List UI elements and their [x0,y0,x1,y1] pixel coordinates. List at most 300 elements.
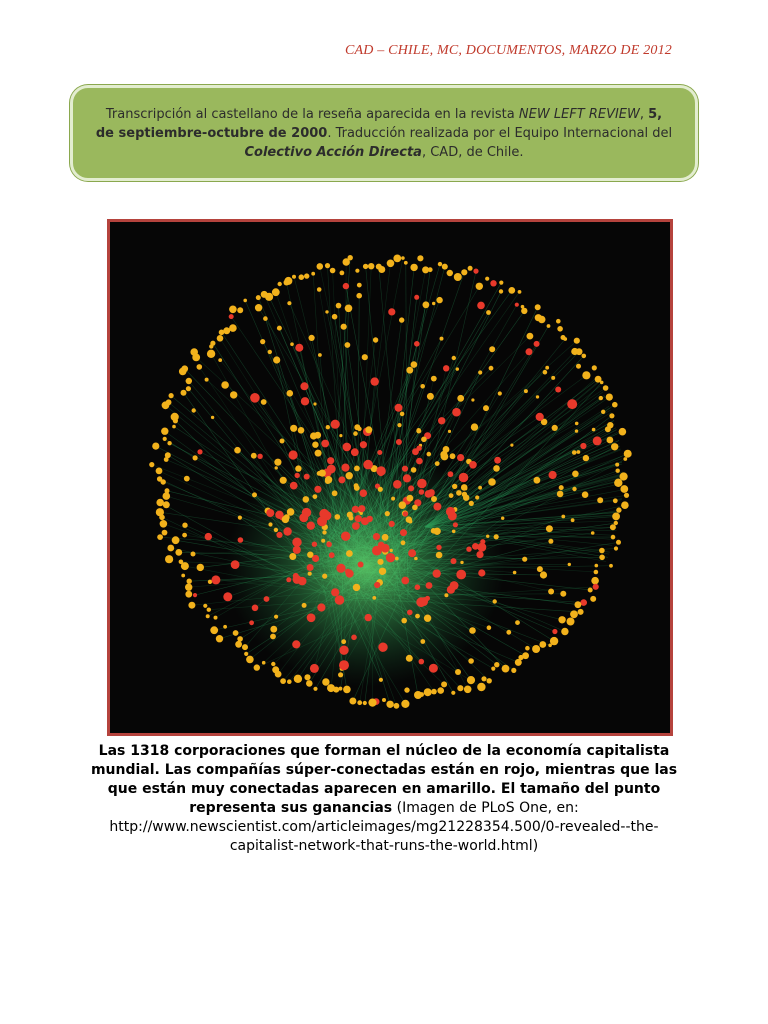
highly-connected-node [203,604,207,608]
super-connected-node [358,562,364,568]
super-connected-node [317,603,325,611]
super-connected-node [292,640,300,648]
highly-connected-node [427,393,434,400]
super-connected-node [289,450,298,459]
highly-connected-node [336,303,342,309]
highly-connected-node [223,625,227,629]
super-connected-node [534,341,540,347]
super-connected-node [593,436,602,445]
highly-connected-node [357,283,362,288]
highly-connected-node [431,528,437,534]
super-connected-node [338,476,345,483]
highly-connected-node [161,428,168,435]
super-connected-node [314,486,321,493]
highly-connected-node [548,644,552,648]
highly-connected-node [207,608,211,612]
highly-connected-node [399,501,407,509]
highly-connected-node [603,385,609,391]
highly-connected-node [575,601,582,608]
super-connected-node [388,308,395,315]
source-note-part-1: Transcripción al castellano de la reseña aparecida en la revista [105,106,519,122]
highly-connected-node [166,399,172,405]
highly-connected-node [415,614,420,619]
super-connected-node [341,532,350,541]
highly-connected-node [609,413,614,418]
super-connected-node [536,413,544,421]
highly-connected-node [401,700,409,708]
highly-connected-node [615,463,619,467]
highly-connected-node [274,528,278,532]
highly-connected-node [244,652,248,656]
highly-connected-node [536,395,539,398]
highly-connected-node [463,495,469,501]
highly-connected-node [416,429,421,434]
highly-connected-node [621,501,629,509]
highly-connected-node [571,518,575,522]
highly-connected-node [235,641,242,648]
highly-connected-node [624,493,629,498]
highly-connected-node [349,698,356,705]
highly-connected-node [187,579,192,584]
highly-connected-node [355,269,359,273]
highly-connected-node [559,485,564,490]
highly-connected-node [315,450,322,457]
super-connected-node [580,599,587,606]
highly-connected-node [318,353,322,357]
highly-connected-node [353,431,358,436]
super-connected-node [197,449,202,454]
highly-connected-node [182,533,187,538]
highly-connected-node [233,630,239,636]
highly-connected-node [317,287,322,292]
highly-connected-node [591,577,599,585]
highly-connected-node [457,685,463,691]
super-connected-node [341,464,349,472]
highly-connected-node [188,602,195,609]
highly-connected-node [325,263,330,268]
highly-connected-node [343,686,351,694]
highly-connected-node [612,513,620,521]
super-connected-node [433,503,441,511]
highly-connected-node [339,434,342,437]
super-connected-node [249,620,254,625]
highly-connected-node [230,391,237,398]
highly-connected-node [551,376,555,380]
highly-connected-node [556,319,561,324]
highly-connected-node [486,535,489,538]
highly-connected-node [412,505,418,511]
highly-connected-node [237,307,243,313]
highly-connected-node [452,484,457,489]
highly-connected-node [515,659,522,666]
highly-connected-node [181,390,187,396]
highly-connected-node [510,444,513,447]
highly-connected-node [447,270,453,276]
highly-connected-node [382,698,386,702]
highly-connected-node [308,572,312,576]
highly-connected-node [616,469,620,473]
highly-connected-node [156,508,164,516]
highly-connected-node [397,423,401,427]
highly-connected-node [182,523,187,528]
super-connected-node [515,303,519,307]
super-connected-node [321,440,329,448]
highly-connected-node [567,618,575,626]
highly-connected-node [289,553,296,560]
highly-connected-node [265,293,273,301]
highly-connected-node [372,596,376,600]
highly-connected-node [570,610,578,618]
highly-connected-node [346,550,353,557]
highly-connected-node [414,691,422,699]
super-connected-node [429,664,438,673]
highly-connected-node [335,514,341,520]
super-connected-node [452,408,461,417]
highly-connected-node [548,589,554,595]
highly-connected-node [314,432,321,439]
highly-connected-node [193,455,198,460]
highly-connected-node [175,549,182,556]
super-connected-node [377,450,382,455]
super-connected-node [401,577,409,585]
highly-connected-node [502,665,510,673]
super-connected-node [292,538,301,547]
highly-connected-node [464,686,472,694]
highly-connected-node [619,428,627,436]
super-connected-node [310,664,319,673]
highly-connected-node [312,442,318,448]
highly-connected-node [428,267,433,272]
highly-connected-node [325,310,328,313]
highly-connected-node [601,410,605,414]
super-connected-node [457,454,464,461]
highly-connected-node [387,260,395,268]
highly-connected-node [543,370,548,375]
highly-connected-node [572,487,576,491]
super-connected-node [386,553,395,562]
highly-connected-node [597,497,603,503]
highly-connected-node [532,645,540,653]
highly-connected-node [390,549,393,552]
highly-connected-node [327,684,335,692]
highly-connected-node [341,324,347,330]
highly-connected-node [395,557,399,561]
highly-connected-node [537,566,543,572]
super-connected-node [312,555,319,562]
highly-connected-node [160,520,168,528]
highly-connected-node [568,563,571,566]
super-connected-node [307,522,315,530]
highly-connected-node [431,376,437,382]
highly-connected-node [527,333,534,340]
highly-connected-node [613,498,618,503]
highly-connected-node [400,412,405,417]
highly-connected-node [165,488,170,493]
super-connected-node [339,660,349,670]
highly-connected-node [457,395,464,402]
super-connected-node [403,474,411,482]
highly-connected-node [489,346,495,352]
highly-connected-node [229,324,237,332]
highly-connected-node [508,287,515,294]
highly-connected-node [420,639,425,644]
highly-connected-node [461,269,467,275]
highly-connected-node [273,356,280,363]
highly-connected-node [616,540,621,545]
highly-connected-node [319,470,326,477]
highly-connected-node [304,674,310,680]
highly-connected-node [152,443,159,450]
highly-connected-node [354,424,360,430]
highly-connected-node [478,486,482,490]
super-connected-node [477,543,486,552]
super-connected-node [443,365,449,371]
highly-connected-node [251,453,257,459]
super-connected-node [469,461,477,469]
super-connected-node [459,473,469,483]
highly-connected-node [561,628,568,635]
super-connected-node [304,474,310,480]
super-connected-node [407,610,413,616]
highly-connected-node [313,687,317,691]
super-connected-node [351,635,357,641]
highly-connected-node [592,365,597,370]
highly-connected-node [378,487,383,492]
super-connected-node [446,507,455,516]
highly-connected-node [481,676,486,681]
super-connected-node [358,505,365,512]
highly-connected-node [452,530,456,534]
highly-connected-node [417,255,423,261]
super-connected-node [290,482,298,490]
super-connected-node [427,489,434,496]
highly-connected-node [399,317,404,322]
super-connected-node [466,547,471,552]
highly-connected-node [410,264,417,271]
highly-connected-node [292,275,296,279]
highly-connected-node [599,548,605,554]
highly-connected-node [614,479,622,487]
highly-connected-node [411,361,418,368]
super-connected-node [295,344,303,352]
highly-connected-node [278,282,282,286]
super-connected-node [448,471,454,477]
highly-connected-node [576,364,581,369]
highly-connected-node [401,540,406,545]
highly-connected-node [467,676,475,684]
highly-connected-node [287,679,292,684]
highly-connected-node [401,256,405,260]
highly-connected-node [605,426,611,432]
highly-connected-node [210,626,218,634]
super-connected-node [283,527,291,535]
highly-connected-node [303,496,310,503]
caption-source-text: (Imagen de PLoS One, en: http://www.newscientist.com/articleimages/mg21228354.500/0-revealed--the-capitalist-network-that-runs-the-world.html) [109,800,659,854]
super-connected-node [555,387,561,393]
highly-connected-node [302,603,307,608]
highly-connected-node [420,384,425,389]
highly-connected-node [171,413,179,421]
highly-connected-node [524,389,528,393]
super-connected-node [363,460,373,470]
highly-connected-node [487,625,492,630]
highly-connected-node [167,441,171,445]
super-connected-node [490,280,496,286]
highly-connected-node [406,516,412,522]
highly-connected-node [582,354,587,359]
highly-connected-node [270,626,277,633]
highly-connected-node [287,390,294,397]
super-connected-node [352,506,359,513]
super-connected-node [319,509,329,519]
super-connected-node [395,404,403,412]
highly-connected-node [197,564,204,571]
highly-connected-node [460,561,463,564]
highly-connected-node [368,699,376,707]
source-note-comma: , [639,106,649,122]
highly-connected-node [214,616,218,620]
super-connected-node [286,577,291,582]
figure-caption [90,742,678,856]
highly-connected-node [186,378,192,384]
highly-connected-node [322,678,329,685]
highly-connected-node [354,485,360,491]
highly-connected-node [347,512,353,518]
highly-connected-node [304,273,309,278]
highly-connected-node [185,584,192,591]
highly-connected-node [468,266,473,271]
highly-connected-node [572,471,579,478]
highly-connected-node [290,425,297,432]
highly-connected-node [252,492,257,497]
highly-connected-node [561,515,565,519]
highly-connected-node [149,462,154,467]
super-connected-node [257,454,262,459]
super-connected-node [417,479,427,489]
highly-connected-node [268,522,272,526]
highly-connected-node [455,669,461,675]
highly-connected-node [611,443,618,450]
super-connected-node [299,513,308,522]
highly-connected-node [322,530,326,534]
highly-connected-node [191,552,196,557]
super-connected-node [456,570,466,580]
highly-connected-node [332,490,338,496]
highly-connected-node [238,516,242,520]
highly-connected-node [271,662,275,666]
highly-connected-node [348,255,353,260]
highly-connected-node [592,428,596,432]
super-connected-node [343,443,352,452]
highly-connected-node [515,620,520,625]
highly-connected-node [471,398,474,401]
super-connected-node [360,441,367,448]
super-connected-node [343,283,349,289]
super-connected-node [477,302,485,310]
super-connected-node [327,465,336,474]
super-connected-node [473,269,478,274]
super-connected-node [451,558,457,564]
highly-connected-node [469,627,476,634]
highly-connected-node [498,391,502,395]
highly-connected-node [595,564,599,568]
highly-connected-node [583,455,589,461]
highly-connected-node [322,574,327,579]
highly-connected-node [404,261,408,265]
highly-connected-node [614,546,618,550]
highly-connected-node [444,593,448,597]
super-connected-node [374,582,380,588]
highly-connected-node [599,555,605,561]
highly-connected-node [546,525,553,532]
super-connected-node [478,569,485,576]
highly-connected-node [330,268,336,274]
highly-connected-node [309,335,315,341]
super-connected-node [580,443,586,449]
super-connected-node [355,515,362,522]
super-connected-node [264,596,270,602]
super-connected-node [476,551,483,558]
highly-connected-node [461,484,468,491]
highly-connected-node [216,635,223,642]
highly-connected-node [406,655,413,662]
super-connected-node [378,470,384,476]
highly-connected-node [607,437,614,444]
highly-connected-node [346,472,353,479]
highly-connected-node [290,342,294,346]
highly-connected-node [256,295,261,300]
super-connected-node [331,420,340,429]
highly-connected-node [620,485,628,493]
highly-connected-node [424,688,432,696]
highly-connected-node [443,446,450,453]
highly-connected-node [197,364,203,370]
highly-connected-node [489,366,494,371]
super-connected-node [526,348,533,355]
highly-connected-node [353,584,360,591]
highly-connected-node [210,341,215,346]
super-connected-node [300,382,308,390]
super-connected-node [593,584,599,590]
highly-connected-node [311,272,315,276]
highly-connected-node [221,381,229,389]
highly-connected-node [487,678,492,683]
highly-connected-node [578,609,584,615]
highly-connected-node [600,381,604,385]
highly-connected-node [540,571,547,578]
highly-connected-node [437,687,444,694]
highly-connected-node [394,703,400,709]
highly-connected-node [506,630,511,635]
super-connected-node [419,659,425,665]
highly-connected-node [494,662,499,667]
highly-connected-node [172,425,176,429]
highly-connected-node [450,453,456,459]
highly-connected-node [577,450,581,454]
highly-connected-node [552,425,558,431]
highly-connected-node [185,591,192,598]
highly-connected-node [391,497,395,501]
highly-connected-node [558,616,565,623]
highly-connected-node [539,641,546,648]
highly-connected-node [162,530,168,536]
highly-connected-node [483,405,489,411]
super-connected-node [301,397,309,405]
highly-connected-node [326,425,330,429]
super-connected-node [205,533,212,540]
highly-connected-node [406,367,413,374]
highly-connected-node [156,499,164,507]
